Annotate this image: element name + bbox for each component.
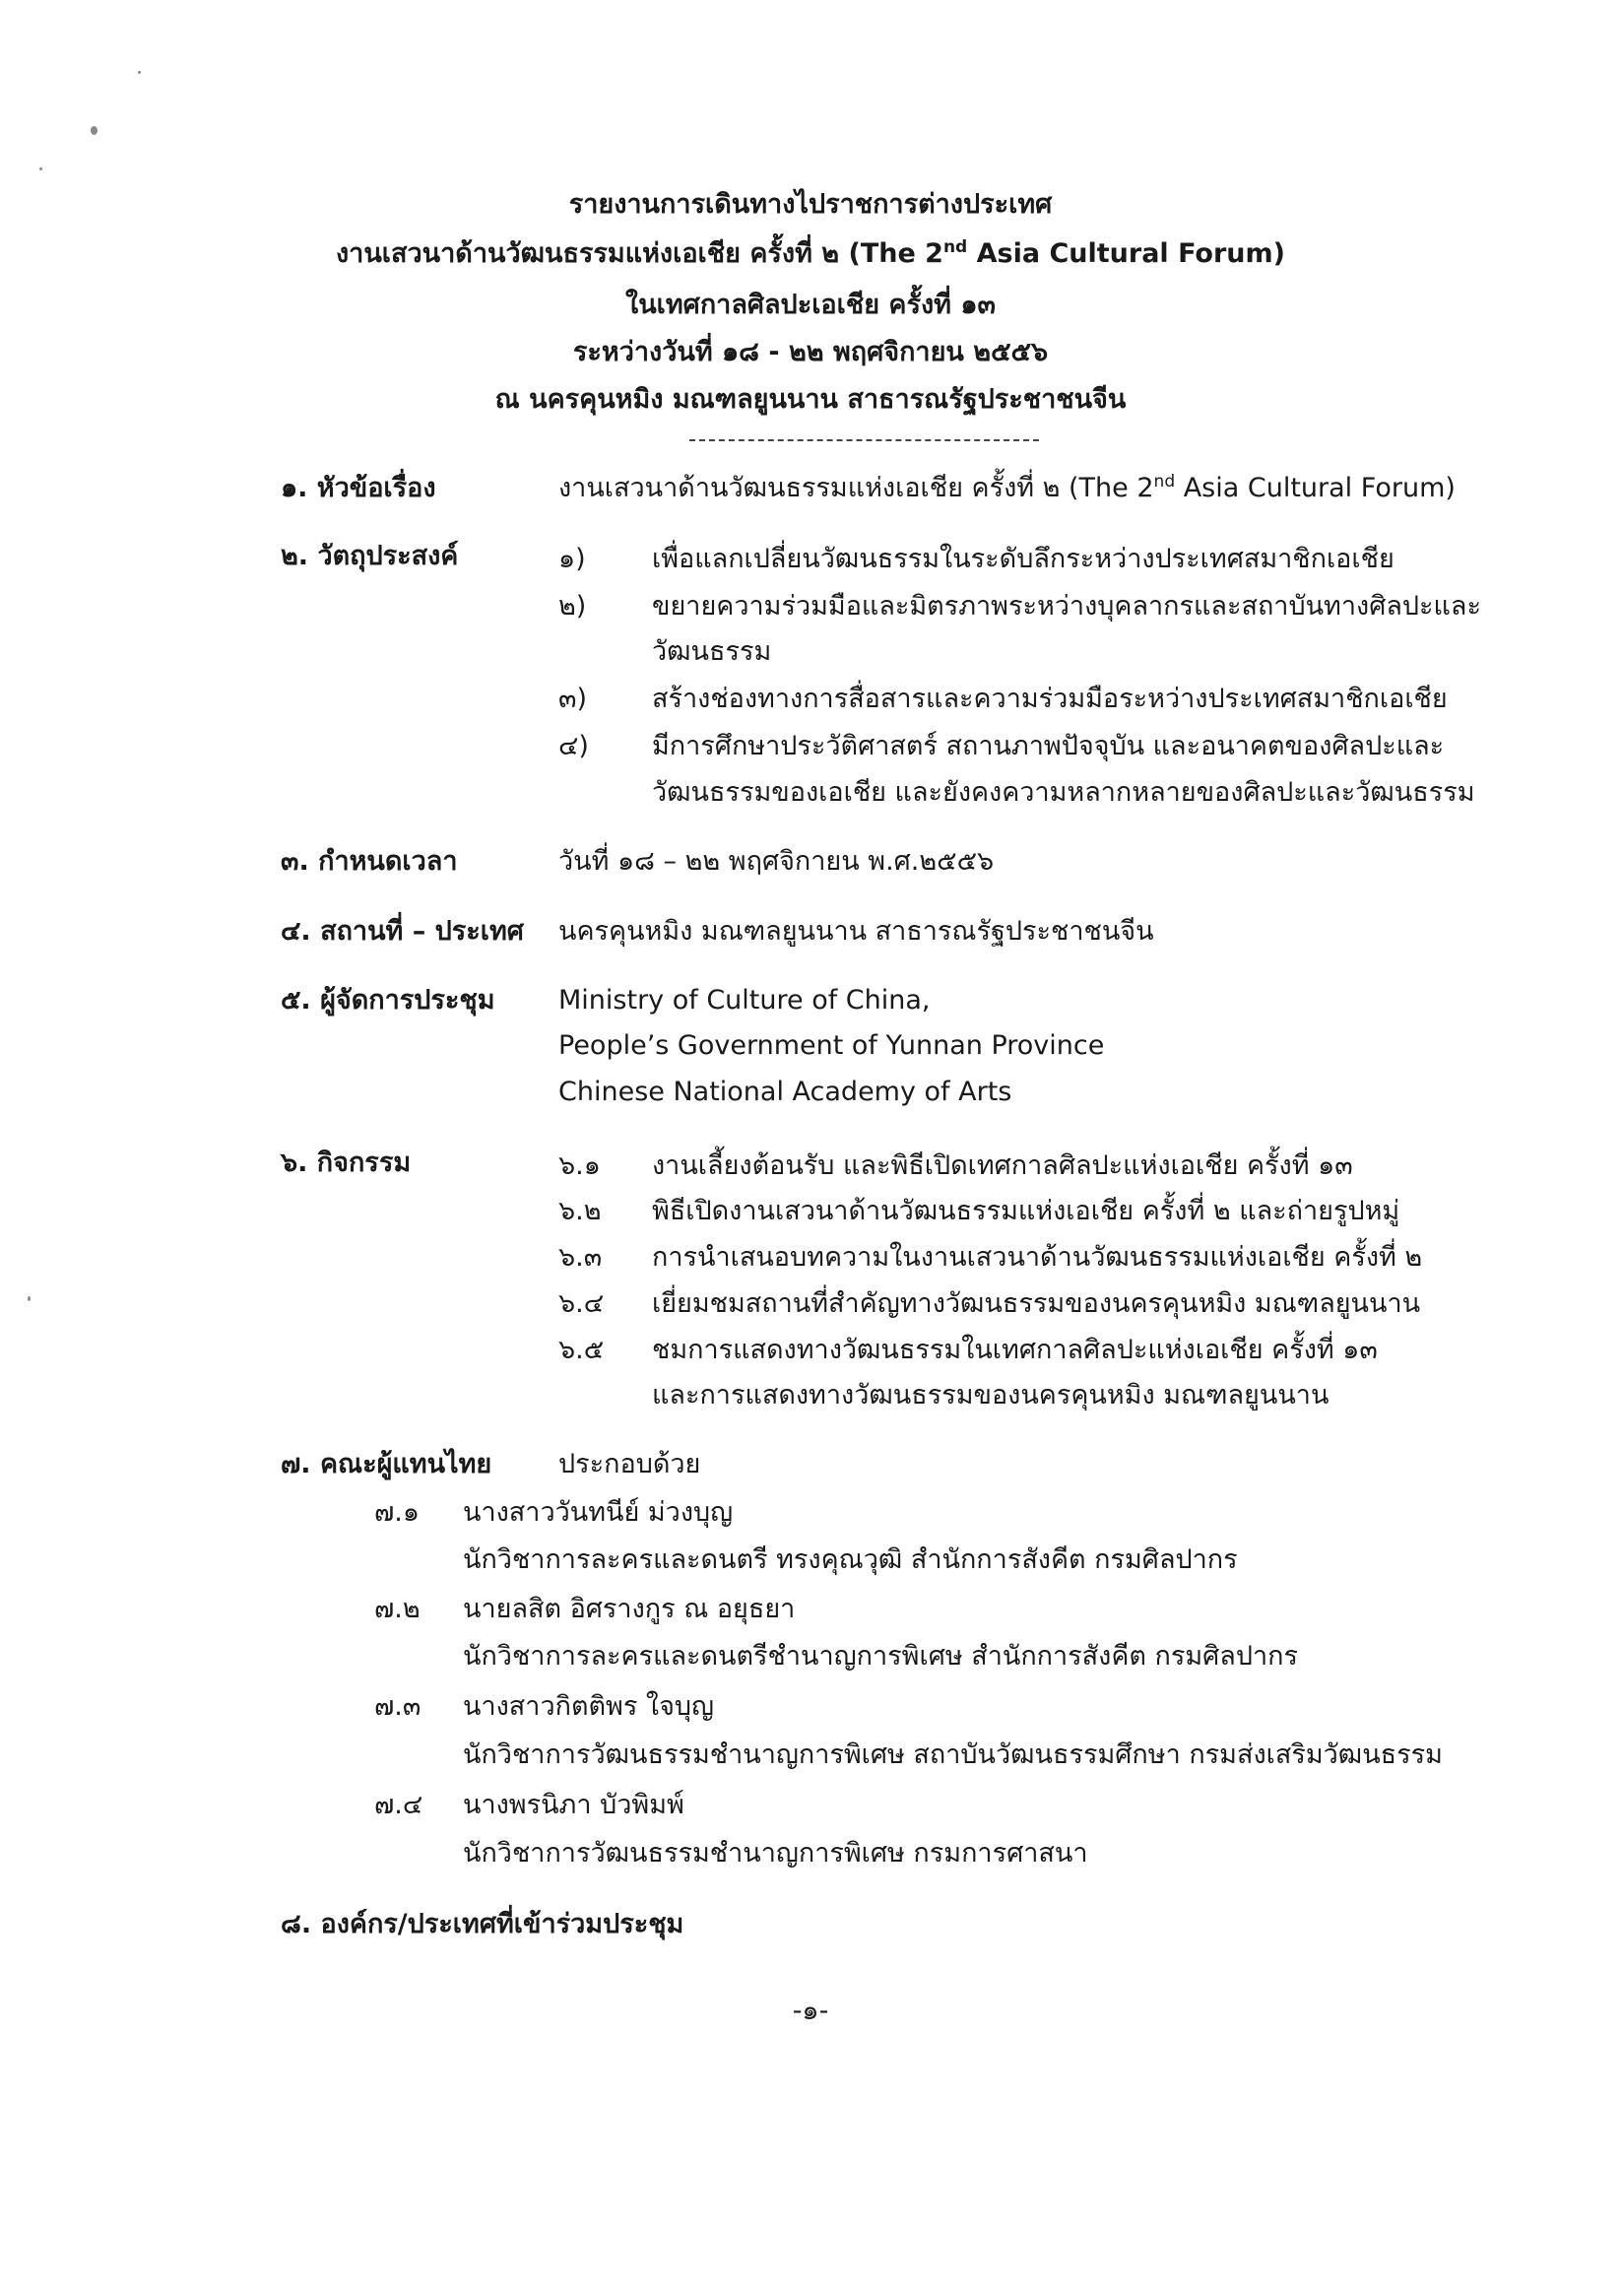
objective-number: ๒) — [558, 591, 587, 622]
section-2-label: ๒. วัตถุประสงค์ — [281, 541, 459, 571]
section-6-label: ๖. กิจกรรม — [281, 1148, 412, 1178]
section-5-label: ๕. ผู้จัดการประชุม — [281, 985, 495, 1016]
objective-number: ๔) — [558, 731, 589, 761]
objective-text: ขยายความร่วมมือและมิตรภาพระหว่างบุคลากรและสถาบันทางศิลปะและ — [652, 591, 1481, 622]
report-dates: ระหว่างวันที่ ๑๘ - ๒๒ พฤศจิกายน ๒๕๕๖ — [572, 337, 1049, 367]
objective-number: ๓) — [558, 684, 587, 714]
member-name: นายลสิต อิศรางกูร ณ อยุธยา — [463, 1594, 796, 1624]
section-4-label: ๔. สถานที่ – ประเทศ — [281, 916, 524, 947]
report-location: ณ นครคุนหมิง มณฑลยูนนาน สาธารณรัฐประชาชนจีน — [494, 384, 1127, 415]
activity-number: ๖.๑ — [558, 1150, 601, 1181]
objective-number: ๑) — [558, 544, 586, 574]
section-7-value: ประกอบด้วย — [558, 1449, 701, 1479]
section-8-label: ๘. องค์กร/ประเทศที่เข้าร่วมประชุม — [281, 1909, 684, 1939]
scan-speck — [28, 1296, 31, 1301]
objective-text: วัฒนธรรม — [652, 636, 772, 667]
activity-text: การนำเสนอบทความในงานเสวนาด้านวัฒนธรรมแห่งเอเชีย ครั้งที่ ๒ — [652, 1242, 1423, 1273]
objective-text: สร้างช่องทางการสื่อสารและความร่วมมือระหว่างประเทศสมาชิกเอเชีย — [652, 684, 1448, 714]
section-7-label: ๗. คณะผู้แทนไทย — [281, 1449, 492, 1479]
organizer-line: People’s Government of Yunnan Province — [558, 1030, 1105, 1061]
scan-speck — [138, 71, 141, 74]
activity-text: และการแสดงทางวัฒนธรรมของนครคุนหมิง มณฑลยูนนาน — [652, 1380, 1329, 1410]
scan-speck — [39, 167, 42, 170]
member-name: นางสาววันทนีย์ ม่วงบุญ — [463, 1497, 734, 1528]
section-1-label: ๑. หัวข้อเรื่อง — [281, 473, 436, 503]
activity-text: ชมการแสดงทางวัฒนธรรมในเทศกาลศิลปะแห่งเอเชีย ครั้งที่ ๑๓ — [652, 1335, 1378, 1365]
member-position: นักวิชาการละครและดนตรีชำนาญการพิเศษ สำนักการสังคีต กรมศิลปากร — [463, 1641, 1298, 1672]
member-position: นักวิชาการวัฒนธรรมชำนาญการพิเศษ กรมการศาสนา — [463, 1838, 1088, 1869]
member-position: นักวิชาการละครและดนตรี ทรงคุณวุฒิ สำนักการสังคีต กรมศิลปากร — [463, 1544, 1238, 1575]
member-number: ๗.๒ — [374, 1594, 421, 1624]
activity-number: ๖.๕ — [558, 1335, 605, 1365]
section-4-value: นครคุนหมิง มณฑลยูนนาน สาธารณรัฐประชาชนจีน — [558, 916, 1154, 947]
activity-text: เยี่ยมชมสถานที่สำคัญทางวัฒนธรรมของนครคุนหมิง มณฑลยูนนาน — [652, 1288, 1421, 1319]
member-number: ๗.๓ — [374, 1691, 421, 1722]
header-divider — [689, 439, 1039, 441]
activity-number: ๖.๒ — [558, 1196, 602, 1226]
organizer-line: Chinese National Academy of Arts — [558, 1077, 1012, 1107]
objective-text: วัฒนธรรมของเอเชีย และยังคงความหลากหลายของศิลปะและวัฒนธรรม — [652, 777, 1475, 808]
member-number: ๗.๑ — [374, 1497, 421, 1528]
activity-text: งานเลี้ยงต้อนรับ และพิธีเปิดเทศกาลศิลปะแห่งเอเชีย ครั้งที่ ๑๓ — [652, 1150, 1353, 1181]
member-position: นักวิชาการวัฒนธรรมชำนาญการพิเศษ สถาบันวัฒนธรรมศึกษา กรมส่งเสริมวัฒนธรรม — [463, 1739, 1443, 1770]
objective-text: เพื่อแลกเปลี่ยนวัฒนธรรมในระดับลึกระหว่างประเทศสมาชิกเอเชีย — [652, 544, 1394, 574]
member-name: นางพรนิภา บัวพิมพ์ — [463, 1790, 684, 1820]
organizer-line: Ministry of Culture of China, — [558, 985, 931, 1016]
objective-text: มีการศึกษาประวัติศาสตร์ สถานภาพปัจจุบัน และอนาคตของศิลปะและ — [652, 731, 1445, 761]
scan-speck — [91, 126, 97, 135]
report-title: รายงานการเดินทางไปราชการต่างประเทศ — [568, 189, 1053, 220]
activity-text: พิธีเปิดงานเสวนาด้านวัฒนธรรมแห่งเอเชีย ครั้งที่ ๒ และถ่ายรูปหมู่ — [652, 1196, 1400, 1226]
section-3-label: ๓. กำหนดเวลา — [281, 846, 458, 877]
section-3-value: วันที่ ๑๘ – ๒๒ พฤศจิกายน พ.ศ.๒๕๕๖ — [558, 846, 995, 877]
member-name: นางสาวกิตติพร ใจบุญ — [463, 1691, 715, 1722]
report-subtitle: งานเสวนาด้านวัฒนธรรมแห่งเอเชีย ครั้งที่ ๒ (The 2nd Asia Cultural Forum) — [336, 237, 1285, 269]
report-festival: ในเทศกาลศิลปะเอเชีย ครั้งที่ ๑๓ — [625, 290, 996, 320]
member-number: ๗.๔ — [374, 1790, 423, 1820]
page-number: -๑- — [792, 1996, 829, 2026]
activity-number: ๖.๓ — [558, 1242, 603, 1273]
activity-number: ๖.๔ — [558, 1288, 605, 1319]
section-1-value: งานเสวนาด้านวัฒนธรรมแห่งเอเชีย ครั้งที่ ๒ (The 2nd Asia Cultural Forum) — [558, 472, 1456, 503]
